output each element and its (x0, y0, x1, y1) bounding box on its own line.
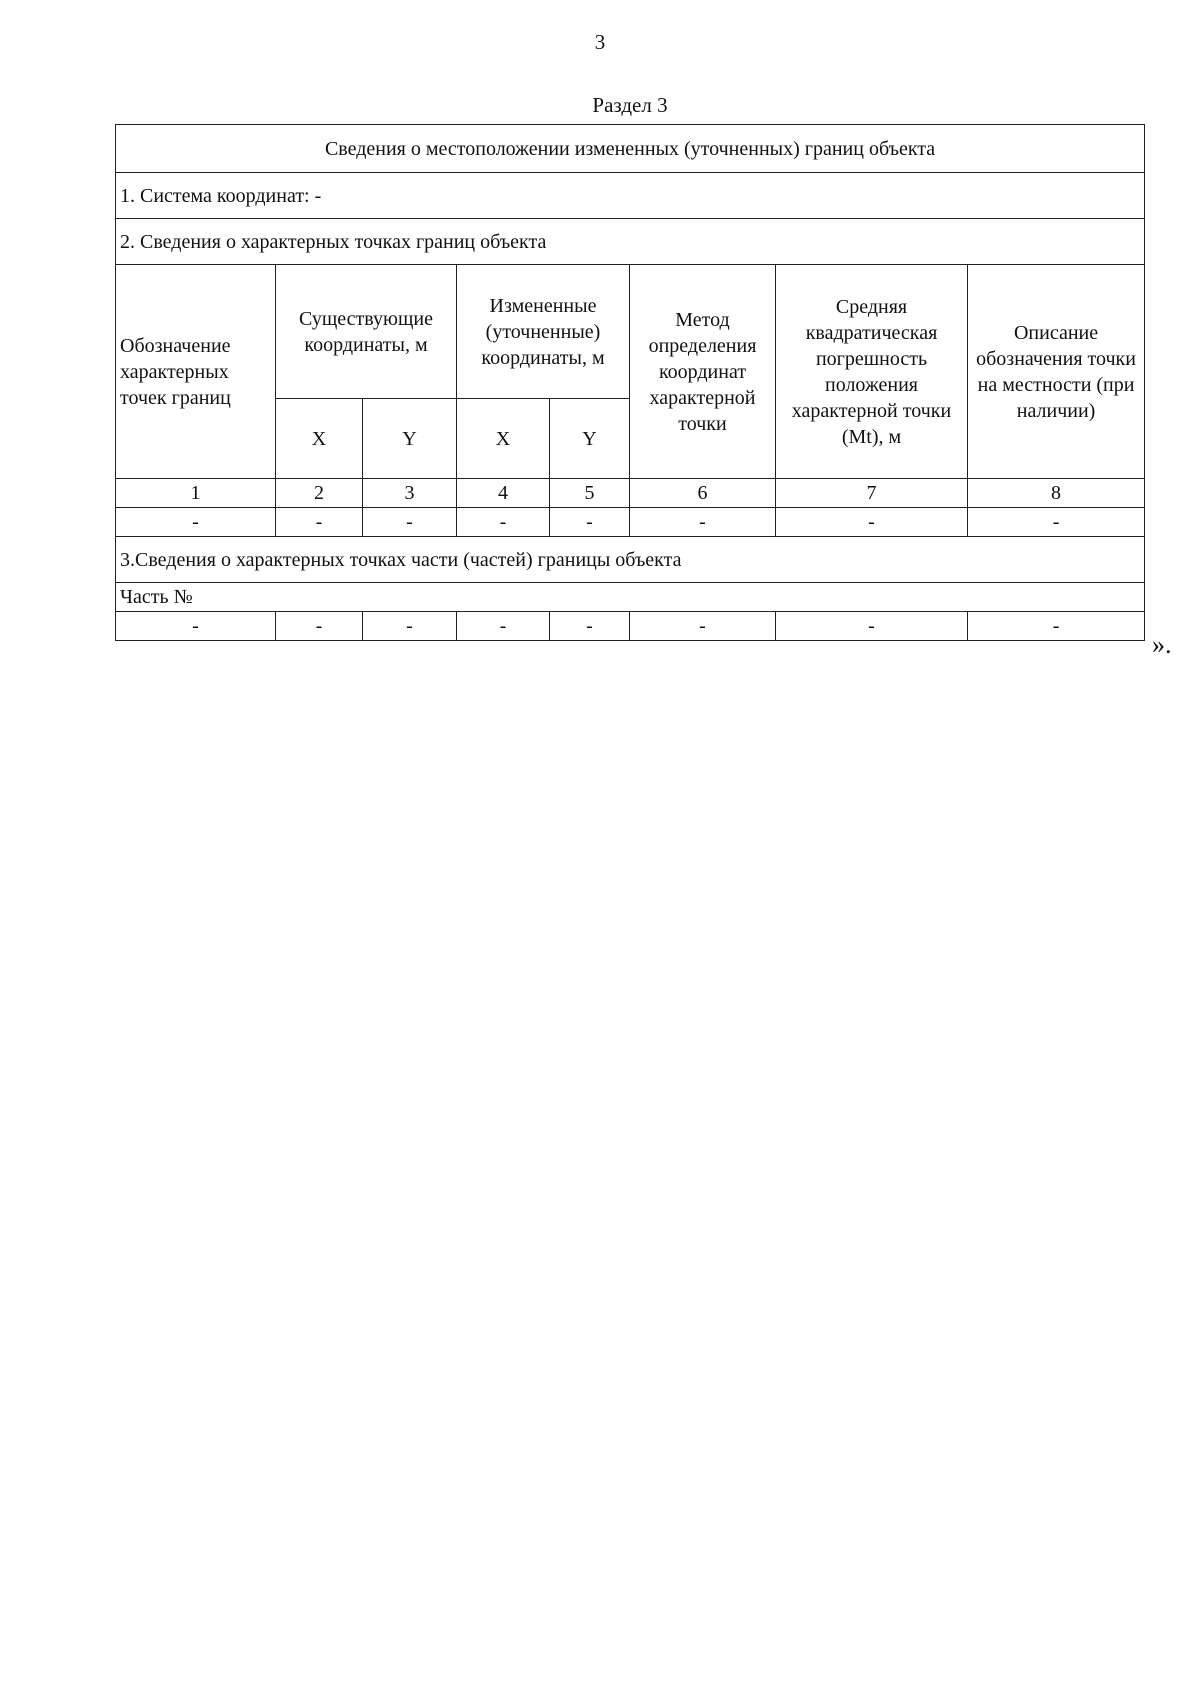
table-cell: - (776, 508, 968, 537)
table-cell: - (363, 508, 457, 537)
section-title: Раздел 3 (592, 93, 668, 117)
column-number: 6 (630, 479, 776, 508)
column-number: 8 (968, 479, 1145, 508)
table-cell: - (630, 612, 776, 641)
table-row (116, 612, 1145, 641)
column-numbers-row (116, 479, 1145, 508)
table-cell: - (457, 612, 550, 641)
table-cell: - (457, 508, 550, 537)
parts-heading: 3.Сведения о характерных точках части (частей) границы объекта (116, 537, 1145, 583)
column-number: 7 (776, 479, 968, 508)
header-changed-x: X (457, 399, 550, 479)
boundary-table (115, 124, 1144, 641)
column-number: 4 (457, 479, 550, 508)
column-number: 3 (363, 479, 457, 508)
header-changed-y: Y (550, 399, 630, 479)
table-cell: - (276, 508, 363, 537)
table-title: Сведения о местоположении измененных (уточненных) границ объекта (116, 125, 1145, 173)
header-existing: Существующие координаты, м (276, 265, 457, 399)
table-cell: - (550, 612, 630, 641)
column-number: 5 (550, 479, 630, 508)
table-row (116, 508, 1145, 537)
header-changed: Измененные (уточненные) координаты, м (457, 265, 630, 399)
header-existing-x: X (276, 399, 363, 479)
header-method: Метод определения координат характерной точки (630, 265, 776, 479)
header-designation: Обозначение характерных точек границ (116, 265, 276, 479)
table-cell: - (968, 508, 1145, 537)
part-label: Часть № (116, 583, 1145, 612)
table-cell: - (776, 612, 968, 641)
closing-quote: ». (1152, 630, 1172, 659)
header-error: Средняя квадратическая погрешность положения характерной точки (Mt), м (776, 265, 968, 479)
table-cell: - (116, 508, 276, 537)
table-cell: - (116, 612, 276, 641)
table-cell: - (276, 612, 363, 641)
points-heading: 2. Сведения о характерных точках границ объекта (116, 219, 1145, 265)
coordinate-system: 1. Система координат: - (116, 173, 1145, 219)
header-description: Описание обозначения точки на местности (при наличии) (968, 265, 1145, 479)
table-cell: - (363, 612, 457, 641)
header-existing-y: Y (363, 399, 457, 479)
page-number: 3 (594, 30, 606, 54)
column-number: 1 (116, 479, 276, 508)
table-cell: - (550, 508, 630, 537)
table-cell: - (630, 508, 776, 537)
table-cell: - (968, 612, 1145, 641)
column-number: 2 (276, 479, 363, 508)
